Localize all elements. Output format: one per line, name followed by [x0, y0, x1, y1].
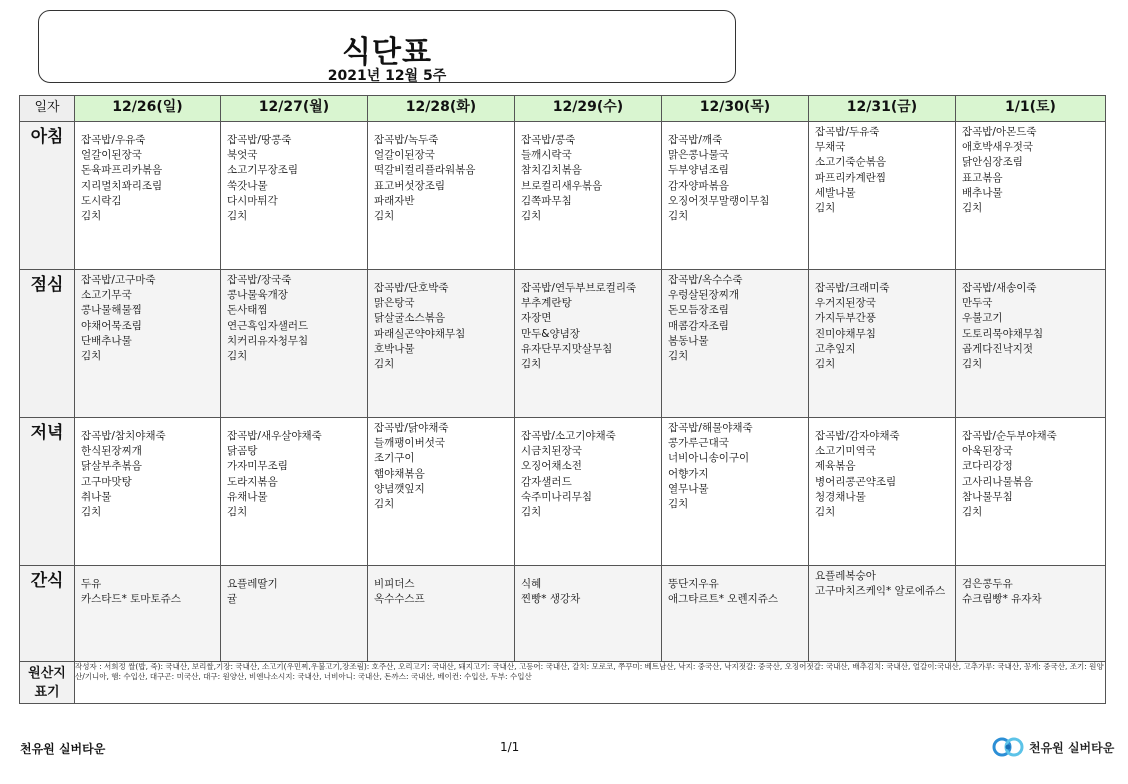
menu-items	[368, 418, 514, 512]
menu-item: 김치	[815, 202, 836, 215]
menu-item: 잡곡밥/깨죽	[668, 134, 723, 146]
menu-item: 고사리나물볶음	[962, 475, 1034, 488]
menu-item: 잡곡밥/새우살야채죽	[227, 430, 322, 442]
menu-item: 김치	[374, 210, 395, 223]
menu-cell	[515, 566, 662, 662]
menu-cell	[809, 566, 956, 662]
menu-item: 콩가루근대국	[668, 437, 729, 450]
menu-item: 소고기죽순볶음	[815, 156, 887, 169]
origin-row	[20, 662, 1106, 704]
menu-items	[368, 574, 514, 607]
meal-label: 저녁	[20, 418, 75, 566]
menu-item: 오징어젓무말랭이무침	[668, 194, 770, 207]
menu-item: 봄동나물	[668, 334, 709, 347]
menu-item: 고추잎지	[815, 342, 856, 355]
menu-items	[75, 270, 220, 364]
menu-item: 잡곡밥/장국죽	[227, 274, 292, 286]
menu-items	[75, 130, 220, 224]
menu-item: 애호박새우젓국	[962, 141, 1034, 154]
menu-item: 들깨시락국	[521, 149, 572, 162]
meal-label: 점심	[20, 270, 75, 418]
menu-item: 고구마치즈케익* 알로에쥬스	[815, 585, 946, 598]
menu-item: 감자양파볶음	[668, 179, 729, 192]
menu-item: 비피더스	[374, 578, 415, 590]
menu-item: 만두&양념장	[521, 327, 580, 340]
menu-item: 병어리콩곤약조림	[815, 475, 897, 488]
menu-items	[809, 278, 955, 372]
menu-item: 김치	[81, 350, 102, 363]
menu-item: 옥수수스프	[374, 593, 425, 606]
menu-items	[662, 270, 808, 364]
menu-item: 도시락김	[81, 194, 122, 207]
menu-item: 우렁살된장찌개	[668, 289, 740, 302]
logo-icon	[992, 736, 1026, 758]
menu-cell	[515, 418, 662, 566]
menu-item: 자장면	[521, 312, 552, 325]
menu-item: 파프리카계란찜	[815, 171, 887, 184]
menu-cell	[75, 566, 221, 662]
menu-item: 아욱된장국	[962, 445, 1013, 458]
menu-item: 파래실곤약야채무침	[374, 327, 466, 340]
meal-label: 간식	[20, 566, 75, 662]
menu-items	[221, 270, 367, 364]
menu-items	[809, 122, 955, 216]
menu-cell	[956, 270, 1106, 418]
day-header: 12/29(수)	[515, 96, 662, 122]
menu-item: 김치	[521, 358, 542, 371]
logo-text: 천유원 실버타운	[1029, 740, 1115, 755]
menu-item: 요플레복숭아	[815, 570, 876, 582]
menu-cell	[956, 122, 1106, 270]
menu-item: 코다리강정	[962, 460, 1013, 473]
menu-item: 김치	[815, 506, 836, 519]
corner-label: 일자	[20, 96, 75, 122]
menu-item: 야채어묵조림	[81, 319, 142, 332]
menu-item: 곱게다진낙지젓	[962, 342, 1034, 355]
menu-item: 잡곡밥/해물야채죽	[668, 422, 753, 434]
menu-item: 요플레딸기	[227, 578, 278, 590]
menu-item: 잡곡밥/참치야채죽	[81, 430, 166, 442]
menu-item: 김치	[227, 350, 248, 363]
menu-item: 돈모듬장조림	[668, 304, 729, 317]
menu-item: 유자단무지맛살무침	[521, 342, 613, 355]
menu-item: 연근흑임자샐러드	[227, 319, 309, 332]
menu-cell	[75, 122, 221, 270]
menu-cell	[75, 418, 221, 566]
menu-cell	[221, 122, 368, 270]
menu-item: 김치	[81, 210, 102, 223]
menu-item: 잡곡밥/녹두죽	[374, 134, 439, 146]
meal-rows	[20, 122, 1106, 662]
menu-items	[368, 130, 514, 224]
menu-item: 우불고기	[962, 312, 1003, 325]
menu-items	[221, 130, 367, 224]
menu-item: 잡곡밥/콩죽	[521, 134, 576, 146]
menu-item: 김치	[962, 202, 983, 215]
menu-item: 진미야채무침	[815, 327, 876, 340]
menu-item: 김치	[962, 506, 983, 519]
menu-item: 김치	[521, 506, 542, 519]
menu-item: 김치	[815, 358, 836, 371]
menu-item: 맑은탕국	[374, 297, 415, 310]
menu-items	[662, 418, 808, 512]
menu-item: 잡곡밥/감자야채죽	[815, 430, 900, 442]
menu-item: 매콤감자조림	[668, 319, 729, 332]
menu-cell	[662, 566, 809, 662]
menu-item: 다시마튀각	[227, 194, 278, 207]
menu-item: 표고버섯장조림	[374, 179, 446, 192]
menu-cell	[221, 566, 368, 662]
menu-items	[956, 574, 1105, 607]
menu-item: 김치	[81, 506, 102, 519]
menu-item: 잡곡밥/땅콩죽	[227, 134, 292, 146]
menu-items	[956, 426, 1105, 520]
menu-item: 청경채나물	[815, 490, 866, 503]
menu-item: 닭살부추볶음	[81, 460, 142, 473]
menu-item: 취나물	[81, 490, 112, 503]
menu-item: 소고기무국	[81, 289, 132, 302]
menu-items	[662, 130, 808, 224]
menu-items	[809, 426, 955, 520]
menu-item: 카스타드* 토마토쥬스	[81, 593, 181, 606]
menu-item: 고구마맛탕	[81, 475, 132, 488]
menu-item: 잡곡밥/단호박죽	[374, 282, 449, 294]
menu-item: 만두국	[962, 297, 993, 310]
menu-items	[75, 574, 220, 607]
menu-item: 김치	[668, 350, 689, 363]
menu-item: 소고기무장조림	[227, 164, 299, 177]
menu-item: 감자샐러드	[521, 475, 572, 488]
day-header: 12/31(금)	[809, 96, 956, 122]
menu-item: 오징어채소전	[521, 460, 582, 473]
menu-item: 김치	[227, 210, 248, 223]
menu-cell	[368, 270, 515, 418]
menu-item: 지리멸치꽈리조림	[81, 179, 163, 192]
menu-item: 너비아니송이구이	[668, 452, 750, 465]
footer-org-name: 천유원 실버타운	[20, 742, 106, 756]
menu-cell	[75, 270, 221, 418]
menu-item: 우거지된장국	[815, 297, 876, 310]
day-header: 12/30(목)	[662, 96, 809, 122]
menu-item: 양념깻잎지	[374, 482, 425, 495]
menu-item: 얼갈이된장국	[374, 149, 435, 162]
menu-item: 부추계란탕	[521, 297, 572, 310]
menu-item: 닭살굴소스볶음	[374, 312, 446, 325]
menu-items	[515, 426, 661, 520]
header-row	[20, 96, 1106, 122]
menu-cell	[662, 122, 809, 270]
menu-item: 김치	[374, 498, 395, 511]
menu-item: 소고기미역국	[815, 445, 876, 458]
menu-item: 무채국	[815, 141, 846, 154]
menu-item: 닭안심장조림	[962, 156, 1023, 169]
menu-items	[662, 574, 808, 607]
menu-item: 잡곡밥/닭야채죽	[374, 422, 449, 434]
menu-item: 콩나물육개장	[227, 289, 288, 302]
day-header: 12/27(월)	[221, 96, 368, 122]
meal-row	[20, 122, 1106, 270]
origin-label: 원산지 표기	[20, 662, 75, 704]
menu-item: 김치	[668, 210, 689, 223]
menu-cell	[809, 122, 956, 270]
menu-item: 애그타르트* 오렌지쥬스	[668, 593, 779, 606]
menu-item: 식혜	[521, 578, 542, 590]
menu-item: 유채나물	[227, 490, 268, 503]
page-subtitle: 2021년 12월 5주	[327, 68, 447, 84]
menu-items	[368, 278, 514, 372]
meal-row	[20, 566, 1106, 662]
menu-table	[19, 95, 1106, 704]
menu-cell	[368, 566, 515, 662]
menu-items	[515, 278, 661, 372]
menu-item: 잡곡밥/새송이죽	[962, 282, 1037, 294]
menu-item: 참치김치볶음	[521, 164, 582, 177]
menu-item: 시금치된장국	[521, 445, 582, 458]
menu-item: 찐빵* 생강차	[521, 593, 581, 606]
menu-item: 파래자반	[374, 194, 415, 207]
menu-item: 잡곡밥/옥수수죽	[668, 274, 743, 286]
menu-item: 가지두부간풍	[815, 312, 876, 325]
menu-item: 귤	[227, 593, 238, 606]
menu-cell	[809, 418, 956, 566]
menu-cell	[956, 566, 1106, 662]
menu-cell	[662, 270, 809, 418]
title-box	[38, 10, 736, 83]
menu-item: 김치	[521, 210, 542, 223]
menu-item: 잡곡밥/크래미죽	[815, 282, 890, 294]
day-header: 12/26(일)	[75, 96, 221, 122]
menu-cell	[809, 270, 956, 418]
menu-item: 김치	[668, 498, 689, 511]
menu-items	[515, 574, 661, 607]
menu-item: 햄야채볶음	[374, 467, 425, 480]
menu-item: 두부양념조림	[668, 164, 729, 177]
menu-items	[221, 574, 367, 607]
menu-item: 잡곡밥/소고기야채죽	[521, 430, 616, 442]
day-header: 1/1(토)	[956, 96, 1106, 122]
meal-row	[20, 270, 1106, 418]
menu-item: 단배추나물	[81, 334, 132, 347]
menu-item: 김치	[962, 358, 983, 371]
menu-item: 쑥갓나물	[227, 179, 268, 192]
menu-item: 가자미무조림	[227, 460, 288, 473]
menu-cell	[221, 270, 368, 418]
menu-item: 브로컬리새우볶음	[521, 179, 603, 192]
menu-item: 배추나물	[962, 186, 1003, 199]
menu-item: 들깨팽이버섯국	[374, 437, 446, 450]
page-number: 1/1	[500, 740, 520, 754]
menu-item: 세발나물	[815, 186, 856, 199]
origin-text: 작성자 : 서희정 쌀(밥, 죽): 국내산, 보리쌀,기장: 국내산, 소고기(우민찌,우불고기,장조림): 호주산, 오리고기: 국내산, 돼지고기: 국내산, 고등어: 국내산, 갈치: 모로코, 쭈꾸미: 베트남산, 낙지: 중국산, 낙지젓갈: 중국산, 오징어젓갈: 국내산, 배추김치: 국내산, 얼갈이:국내산, 고추가루: 국내산, 꽁게: 중국산, 조기: 원양산/기니아, 햄: 수입산, 대구곤: 미국산, 대구: 원양산, 비엔나소시지: 국내산, 너비아니: 국내산, 돈까스: 국내산, 베이컨: 수입산, 두부: 수입산	[75, 662, 1106, 704]
menu-items	[956, 122, 1105, 216]
menu-items	[221, 426, 367, 520]
menu-item: 콩나물해물찜	[81, 304, 142, 317]
menu-item: 떡갈비컬리플라워볶음	[374, 164, 476, 177]
menu-item: 잡곡밥/고구마죽	[81, 274, 156, 286]
meal-label: 아침	[20, 122, 75, 270]
menu-item: 열무나물	[668, 482, 709, 495]
menu-item: 잡곡밥/우유죽	[81, 134, 146, 146]
menu-item: 어향가지	[668, 467, 709, 480]
menu-cell	[368, 418, 515, 566]
menu-cell	[515, 270, 662, 418]
menu-item: 호박나물	[374, 342, 415, 355]
menu-item: 돈육파프리카볶음	[81, 164, 163, 177]
menu-item: 돈사태찜	[227, 304, 268, 317]
menu-item: 얼갈이된장국	[81, 149, 142, 162]
menu-item: 참나물무침	[962, 490, 1013, 503]
menu-item: 검은콩두유	[962, 578, 1013, 590]
menu-item: 닭곰탕	[227, 445, 258, 458]
menu-item: 잡곡밥/두유죽	[815, 126, 880, 138]
menu-item: 잡곡밥/아몬드죽	[962, 126, 1037, 138]
menu-item: 맑은콩나물국	[668, 149, 729, 162]
menu-item: 뚱단지우유	[668, 578, 719, 590]
menu-cell	[662, 418, 809, 566]
page-title: 식단표	[342, 35, 432, 70]
menu-items	[956, 278, 1105, 372]
menu-items	[75, 426, 220, 520]
menu-item: 한식된장찌개	[81, 445, 142, 458]
menu-item: 잡곡밥/순두부야채죽	[962, 430, 1057, 442]
footer-logo	[992, 735, 1114, 759]
day-header: 12/28(화)	[368, 96, 515, 122]
menu-items	[515, 130, 661, 224]
menu-item: 도토리묵야채무침	[962, 327, 1044, 340]
menu-items	[809, 566, 955, 599]
menu-item: 제육볶음	[815, 460, 856, 473]
menu-item: 조기구이	[374, 452, 415, 465]
menu-cell	[956, 418, 1106, 566]
menu-item: 숙주미나리무침	[521, 490, 593, 503]
menu-item: 북엇국	[227, 149, 258, 162]
menu-item: 두유	[81, 578, 102, 590]
menu-item: 잡곡밥/연두부브로컬리죽	[521, 282, 637, 294]
menu-item: 김치	[227, 506, 248, 519]
menu-item: 도라지볶음	[227, 475, 278, 488]
meal-row	[20, 418, 1106, 566]
menu-cell	[368, 122, 515, 270]
menu-item: 김치	[374, 358, 395, 371]
menu-item: 표고볶음	[962, 171, 1003, 184]
menu-cell	[515, 122, 662, 270]
menu-item: 슈크림빵* 유자차	[962, 593, 1042, 606]
menu-item: 치커리유자청무침	[227, 334, 309, 347]
menu-item: 김쪽파무침	[521, 194, 572, 207]
menu-cell	[221, 418, 368, 566]
